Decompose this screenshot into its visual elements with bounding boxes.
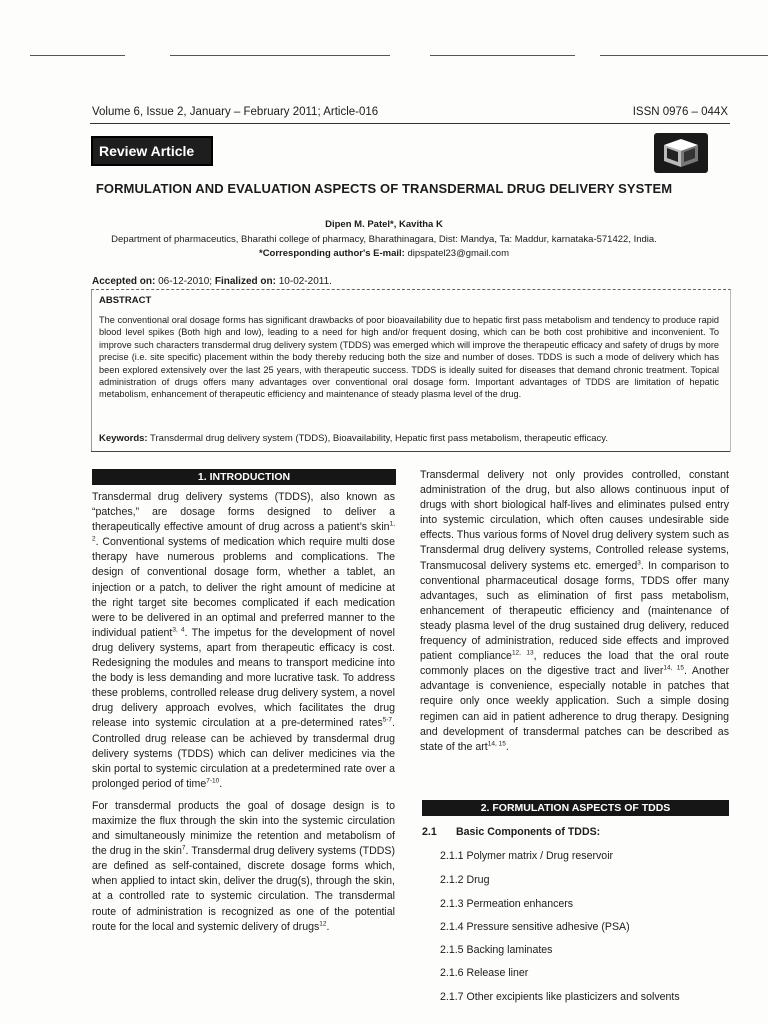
right-column xyxy=(420,468,729,755)
section-heading-introduction: 1. INTRODUCTION xyxy=(92,469,396,485)
finalized-date: 10-02-2011. xyxy=(278,276,332,287)
volume-info: Volume 6, Issue 2, January – February 2011; Article-016 xyxy=(92,106,379,118)
dates-line xyxy=(92,276,332,287)
citation-ref: 3 xyxy=(637,559,641,567)
scan-line xyxy=(30,55,125,56)
citation-ref: 12 xyxy=(319,920,327,928)
article-type-badge xyxy=(91,136,213,166)
component-item-3: 2.1.3 Permeation enhancers xyxy=(440,898,574,910)
citation-ref: 7 xyxy=(181,844,186,852)
component-item-4: 2.1.4 Pressure sensitive adhesive (PSA) xyxy=(440,921,630,933)
accepted-label: Accepted on: xyxy=(92,276,156,287)
component-item-6: 2.1.6 Release liner xyxy=(440,967,529,979)
citation-ref: 14, 15 xyxy=(663,664,685,672)
citation-ref: 14, 15 xyxy=(487,740,506,748)
keywords xyxy=(99,433,729,444)
subsection-number: 2.1 xyxy=(422,826,437,838)
keywords-label: Keywords: xyxy=(99,433,148,444)
article-type-label: Review Article xyxy=(99,143,195,159)
intro-paragraph-3: Transdermal delivery not only provides controlled, constant administration of the drug, but also allows continuous input of drugs with short biological half-lives and eliminates pulsed entry into systemic circulation, which often causes undesirable side effects. Thus various forms of Novel drug delivery system such as Transdermal drug delivery systems, Controlled release systems, Transmucosal delivery systems etc. emerged$^3$. In comparison to conventional pharmaceutical dosage forms, TDDS offer many advantages, such as elimination of first pass metabolism, enhancement of therapeutic efficiency and (maintenance of steady plasma level of the drug sustained drug delivery, reduced frequency of administration, reduced side effects and improved patient compliance$^{12, 13}$, reduces the load that the oral route commonly places on the digestive tract and liver$^{14, 15}$. Another advantage is convenience, especially notable in patches that require only once weekly application. Such a simple dosing regimen can aid in patient adherence to drug therapy. Designing and development of transdermal patches can be described as state of the art$^{14, 15}$. xyxy=(420,469,730,753)
section-heading-formulation: 2. FORMULATION ASPECTS OF TDDS xyxy=(422,800,729,816)
abstract-divider xyxy=(91,451,730,452)
intro-paragraph-2: For transdermal products the goal of dosage design is to maximize the flux through the skin into the systemic circulation and simultaneously minimize the retention and metabolism of the drug in the skin$^7$. Transdermal drug delivery systems (TDDS) are defined as self-contained, discrete dosage forms which, when applied to intact skin, deliver the drug(s), through the skin, at a controlled rate to systemic circulation. The transdermal route of administration is recognized as one of the potential route for the local and systemic delivery of drugs$^{12}$. xyxy=(92,799,396,933)
citation-ref: 5-7 xyxy=(382,716,393,724)
left-column xyxy=(92,490,395,935)
abstract-heading: ABSTRACT xyxy=(99,295,152,306)
component-item-1: 2.1.1 Polymer matrix / Drug reservoir xyxy=(440,850,614,862)
component-item-7: 2.1.7 Other excipients like plasticizers and solvents xyxy=(440,991,680,1003)
corresponding-author xyxy=(0,248,768,259)
journal-logo-icon xyxy=(654,133,708,173)
scan-line xyxy=(170,55,390,56)
scan-line xyxy=(600,55,768,56)
intro-paragraph-1: Transdermal drug delivery systems (TDDS), also known as “patches,” are dosage forms designed to deliver a therapeutically effective amount of drug across a patient’s skin$^{1, 2}$. Conventional systems of medication which require multi dose therapy have numerous problems and complications. The design of conventional dosage form, whether a tablet, an injection or a patch, to deliver the right amount of medicine at the right target site becomes complicated if each medication were to be delivered in an optimal and preferred manner to the individual patient$^{3, 4}$. The impetus for the development of novel drug delivery systems, apart from therapeutic efficacy is cost. Redesigning the modules and means to transport medicine into the body is less demanding and more lucrative task. To address these problems, controlled release drug delivery system, a novel drug delivery approach evolves, which facilitates the drug release into systemic circulation at a pre-determined rates$^{5-7}$. Controlled drug release can be achieved by transdermal drug delivery systems (TDDS) which can deliver medicines via the skin portal to systemic circulation at a predetermined rate over a prolonged period of time$^{7-10}$. xyxy=(92,491,395,790)
citation-ref: 7-10 xyxy=(206,777,220,785)
component-item-5: 2.1.5 Backing laminates xyxy=(440,944,553,956)
authors: Dipen M. Patel*, Kavitha K xyxy=(325,219,443,230)
keywords-text: Transdermal drug delivery system (TDDS), Bioavailability, Hepatic first pass metabolism, therapeutic efficacy. xyxy=(150,433,608,444)
paper-title: FORMULATION AND EVALUATION ASPECTS OF TRANSDERMAL DRUG DELIVERY SYSTEM xyxy=(95,181,673,196)
issn: ISSN 0976 – 044X xyxy=(632,106,728,118)
subsection-title: Basic Components of TDDS: xyxy=(456,826,601,838)
accepted-date: 06-12-2010; xyxy=(158,276,213,287)
abstract-text: The conventional oral dosage forms has significant drawbacks of poor bioavailability due to hepatic first pass metabolism and tendency to produce rapid blood level spikes (Both high and low), leading to a need for high and/or frequent dosing, which can be both cost prohibitive and inconvenient. To improve such characters transdermal drug delivery system (TDDS) was emerged which will improve the therapeutic efficacy and safety of drugs by more precise (i.e. site specific) placement within the body thereby reducing both the size and number of doses. TDDS is such a mode of delivery which has been explored extensively over the last 25 years, with therapeutic success. TDDS is ideally suited for diseases that demand chronic treatment. Topical administration of drugs offers many advantages over conventional oral dosage form. Important advantages of TDDS are limitation of hepatic metabolism, enhancement of therapeutic efficiency and maintenance of steady plasma level of the drug. xyxy=(99,315,719,400)
header-divider xyxy=(90,123,730,124)
citation-ref: 3, 4 xyxy=(172,626,185,634)
citation-ref: 12, 13 xyxy=(511,649,534,657)
corresponding-label: *Corresponding author's E-mail: xyxy=(259,248,405,259)
subsection-heading xyxy=(422,826,600,838)
component-item-2: 2.1.2 Drug xyxy=(440,874,490,886)
finalized-label: Finalized on: xyxy=(214,276,276,287)
corresponding-email: dipspatel23@gmail.com xyxy=(407,248,509,259)
scan-line xyxy=(430,55,575,56)
affiliation: Department of pharmaceutics, Bharathi college of pharmacy, Bharathinagara, Dist: Mandya, Ta: Maddur, karnataka-571422, India. xyxy=(111,234,657,245)
citation-ref: 1, 2 xyxy=(92,520,395,543)
